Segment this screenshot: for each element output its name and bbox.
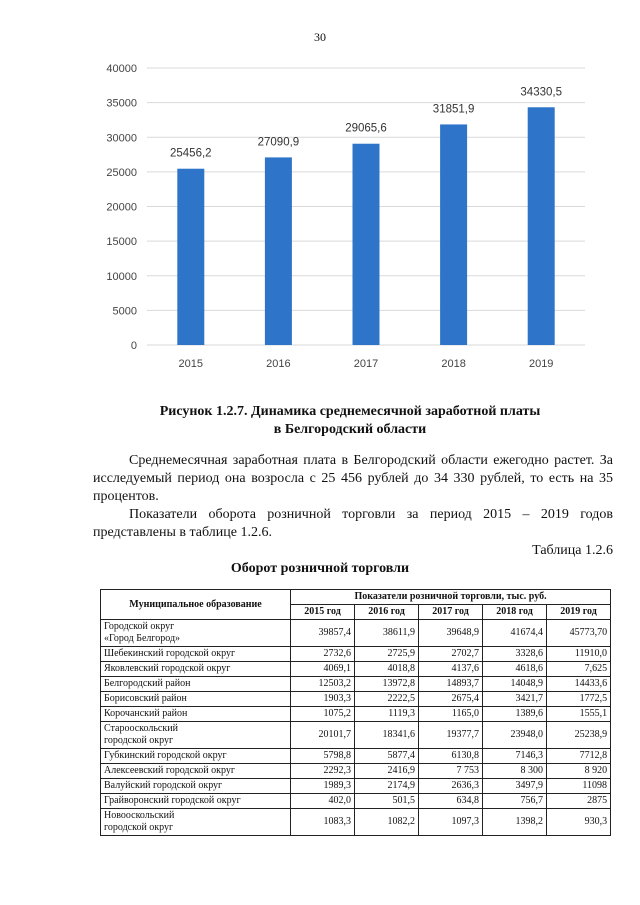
turnover-value: 1097,3 bbox=[419, 809, 483, 836]
turnover-value: 1389,6 bbox=[483, 707, 547, 722]
y-tick-label: 10000 bbox=[106, 270, 137, 283]
turnover-value: 5798,8 bbox=[291, 749, 355, 764]
table-title: Оборот розничной торговли bbox=[230, 561, 410, 576]
paragraph-table-intro: Показатели оборота розничной торговли за период 2015 – 2019 годов представлены в таблице 1.2.6. bbox=[93, 507, 613, 540]
x-tick-label: 2016 bbox=[266, 358, 291, 370]
bar bbox=[528, 107, 555, 345]
turnover-value: 2292,3 bbox=[291, 764, 355, 779]
paragraph-salary-growth: Среднемесячная заработная плата в Белгородский области ежегодно растет. За исследуемый период она возросла с 25 456 рублей до 34 330 рублей, то есть на 35 процентов. bbox=[93, 453, 613, 504]
bar-value-label: 25456,2 bbox=[170, 147, 212, 160]
table-number: Таблица 1.2.6 bbox=[532, 543, 613, 558]
turnover-value: 13972,8 bbox=[355, 677, 419, 692]
municipality-name bbox=[101, 749, 291, 764]
header-year: 2015 год bbox=[291, 605, 355, 620]
municipality-name bbox=[101, 809, 291, 836]
bar-value-label: 31851,9 bbox=[432, 103, 475, 116]
table-row bbox=[101, 647, 611, 662]
y-tick-label: 20000 bbox=[106, 201, 137, 214]
header-year: 2018 год bbox=[483, 605, 547, 620]
turnover-value: 1083,3 bbox=[291, 809, 355, 836]
header-year: 2019 год bbox=[547, 605, 611, 620]
table-row bbox=[101, 749, 611, 764]
turnover-value: 1903,3 bbox=[291, 692, 355, 707]
turnover-value: 11910,0 bbox=[547, 647, 611, 662]
turnover-value: 3497,9 bbox=[483, 779, 547, 794]
turnover-value: 1772,5 bbox=[547, 692, 611, 707]
municipality-name bbox=[101, 794, 291, 809]
turnover-value: 2675,4 bbox=[419, 692, 483, 707]
figure-caption bbox=[100, 403, 600, 439]
turnover-value: 501,5 bbox=[355, 794, 419, 809]
table-row bbox=[101, 779, 611, 794]
turnover-value: 2875 bbox=[547, 794, 611, 809]
turnover-value: 14048,9 bbox=[483, 677, 547, 692]
turnover-value: 402,0 bbox=[291, 794, 355, 809]
turnover-value: 1075,2 bbox=[291, 707, 355, 722]
bar bbox=[353, 144, 380, 345]
figure-caption-line-2: в Белгородский области bbox=[273, 422, 427, 437]
turnover-value: 3421,7 bbox=[483, 692, 547, 707]
x-tick-label: 2018 bbox=[441, 358, 466, 370]
municipality-name bbox=[101, 662, 291, 677]
municipality-name bbox=[101, 647, 291, 662]
turnover-value: 2732,6 bbox=[291, 647, 355, 662]
turnover-value: 6130,8 bbox=[419, 749, 483, 764]
bar-value-label: 29065,6 bbox=[345, 122, 387, 135]
turnover-value: 5877,4 bbox=[355, 749, 419, 764]
x-tick-label: 2017 bbox=[353, 358, 379, 370]
turnover-value: 2636,3 bbox=[419, 779, 483, 794]
bar bbox=[440, 124, 467, 345]
turnover-value: 2702,7 bbox=[419, 647, 483, 662]
turnover-value: 20101,7 bbox=[291, 722, 355, 749]
turnover-value: 7,625 bbox=[547, 662, 611, 677]
y-tick-label: 0 bbox=[130, 340, 137, 352]
turnover-value: 23948,0 bbox=[483, 722, 547, 749]
table-row bbox=[101, 809, 611, 836]
page-number: 30 bbox=[314, 30, 326, 44]
municipality-name-line: Грайворонский городской округ bbox=[104, 795, 241, 806]
municipality-name bbox=[101, 722, 291, 749]
y-tick-label: 40000 bbox=[106, 63, 137, 75]
turnover-value: 8 920 bbox=[547, 764, 611, 779]
turnover-value: 2725,9 bbox=[355, 647, 419, 662]
turnover-value: 25238,9 bbox=[547, 722, 611, 749]
turnover-value: 1082,2 bbox=[355, 809, 419, 836]
municipality-name bbox=[101, 707, 291, 722]
y-tick-label: 5000 bbox=[112, 305, 137, 318]
turnover-value: 634,8 bbox=[419, 794, 483, 809]
header-municipality: Муниципальное образование bbox=[101, 590, 291, 620]
municipality-name-line: Яковлевский городской округ bbox=[104, 663, 231, 674]
turnover-value: 39857,4 bbox=[291, 620, 355, 647]
turnover-value: 12503,2 bbox=[291, 677, 355, 692]
turnover-value: 2416,9 bbox=[355, 764, 419, 779]
turnover-value: 45773,70 bbox=[547, 620, 611, 647]
turnover-value: 4618,6 bbox=[483, 662, 547, 677]
municipality-name-line: Борисовский район bbox=[104, 693, 187, 704]
municipality-name-line: Корочанский район bbox=[104, 708, 188, 719]
bar-value-label: 34330,5 bbox=[520, 86, 562, 99]
turnover-value: 4069,1 bbox=[291, 662, 355, 677]
turnover-value: 1119,3 bbox=[355, 707, 419, 722]
header-year: 2017 год bbox=[419, 605, 483, 620]
table-row bbox=[101, 662, 611, 677]
municipality-name-line: Новооскольский bbox=[104, 810, 175, 821]
table-row bbox=[101, 764, 611, 779]
bar-value-label: 27090,9 bbox=[257, 136, 300, 149]
table-row bbox=[101, 722, 611, 749]
salary-bar-chart bbox=[95, 60, 595, 380]
turnover-value: 1165,0 bbox=[419, 707, 483, 722]
bar bbox=[177, 169, 204, 345]
turnover-value: 1555,1 bbox=[547, 707, 611, 722]
turnover-value: 8 300 bbox=[483, 764, 547, 779]
turnover-value: 41674,4 bbox=[483, 620, 547, 647]
municipality-name-line: Старооскольский bbox=[104, 723, 178, 734]
turnover-value: 1989,3 bbox=[291, 779, 355, 794]
turnover-value: 14433,6 bbox=[547, 677, 611, 692]
municipality-name bbox=[101, 677, 291, 692]
municipality-name bbox=[101, 779, 291, 794]
municipality-name-line: Шебекинский городской округ bbox=[104, 648, 236, 659]
table-row bbox=[101, 620, 611, 647]
turnover-value: 2222,5 bbox=[355, 692, 419, 707]
header-indicators: Показатели розничной торговли, тыс. руб. bbox=[291, 590, 611, 605]
municipality-name-line: городской округ bbox=[104, 822, 174, 833]
turnover-value: 7146,3 bbox=[483, 749, 547, 764]
turnover-value: 2174,9 bbox=[355, 779, 419, 794]
municipality-name-line: городской округ bbox=[104, 735, 174, 746]
turnover-value: 1398,2 bbox=[483, 809, 547, 836]
retail-turnover-table bbox=[100, 589, 611, 836]
turnover-value: 19377,7 bbox=[419, 722, 483, 749]
y-tick-label: 15000 bbox=[106, 236, 137, 249]
table-row bbox=[101, 794, 611, 809]
municipality-name-line: «Город Белгород» bbox=[104, 633, 181, 644]
figure-caption-line-1: Рисунок 1.2.7. Динамика среднемесячной заработной платы bbox=[159, 404, 541, 419]
table-row bbox=[101, 677, 611, 692]
municipality-name-line: Алексеевский городской округ bbox=[104, 765, 235, 776]
municipality-name bbox=[101, 692, 291, 707]
turnover-value: 4018,8 bbox=[355, 662, 419, 677]
municipality-name-line: Городской округ bbox=[104, 621, 175, 632]
turnover-value: 14893,7 bbox=[419, 677, 483, 692]
turnover-value: 4137,6 bbox=[419, 662, 483, 677]
turnover-value: 7712,8 bbox=[547, 749, 611, 764]
turnover-value: 38611,9 bbox=[355, 620, 419, 647]
turnover-value: 930,3 bbox=[547, 809, 611, 836]
x-tick-label: 2015 bbox=[178, 358, 204, 370]
municipality-name-line: Губкинский городской округ bbox=[104, 750, 227, 761]
municipality-name-line: Валуйский городской округ bbox=[104, 780, 223, 791]
municipality-name bbox=[101, 764, 291, 779]
table-row bbox=[101, 707, 611, 722]
table-row bbox=[101, 692, 611, 707]
turnover-value: 3328,6 bbox=[483, 647, 547, 662]
turnover-value: 11098 bbox=[547, 779, 611, 794]
turnover-value: 7 753 bbox=[419, 764, 483, 779]
y-tick-label: 30000 bbox=[106, 132, 137, 145]
municipality-name-line: Белгородский район bbox=[104, 678, 191, 689]
x-tick-label: 2019 bbox=[528, 358, 554, 370]
bar bbox=[265, 157, 292, 345]
y-tick-label: 25000 bbox=[106, 166, 137, 179]
turnover-value: 756,7 bbox=[483, 794, 547, 809]
turnover-value: 18341,6 bbox=[355, 722, 419, 749]
municipality-name bbox=[101, 620, 291, 647]
y-tick-label: 35000 bbox=[106, 97, 137, 110]
turnover-value: 39648,9 bbox=[419, 620, 483, 647]
header-year: 2016 год bbox=[355, 605, 419, 620]
